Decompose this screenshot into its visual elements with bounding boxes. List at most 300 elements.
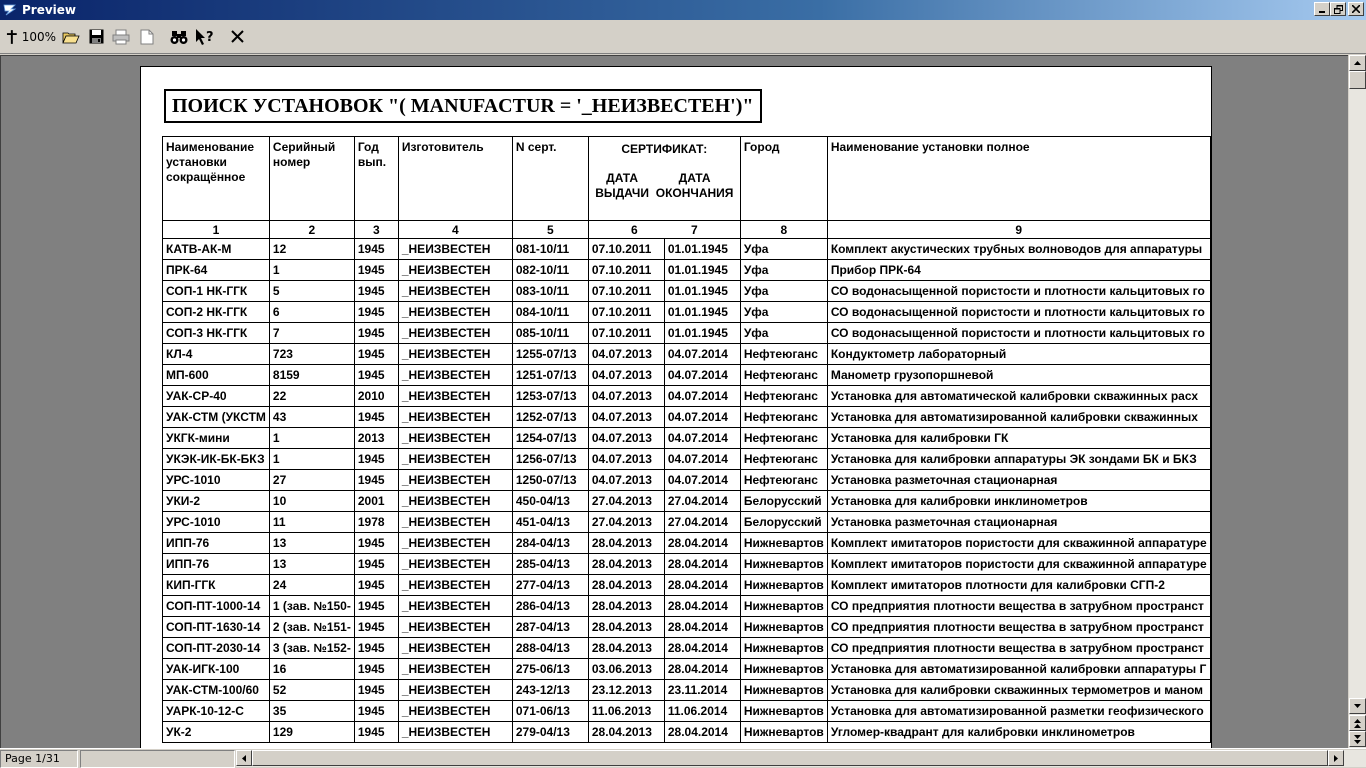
zoom-button[interactable] bbox=[4, 25, 56, 49]
cell-serial: 1 bbox=[269, 260, 354, 281]
table-row bbox=[163, 428, 1211, 449]
cell-city: Уфа bbox=[740, 281, 827, 302]
cell-name-short: УКИ-2 bbox=[163, 491, 270, 512]
cell-issue-date: 28.04.2013 bbox=[588, 596, 664, 617]
cell-cert-no: 1254-07/13 bbox=[512, 428, 588, 449]
cell-serial: 10 bbox=[269, 491, 354, 512]
cell-end-date: 28.04.2014 bbox=[664, 659, 740, 680]
cell-end-date: 23.11.2014 bbox=[664, 680, 740, 701]
cell-year: 1945 bbox=[354, 659, 398, 680]
header-manufacturer: Изготовитель bbox=[398, 137, 512, 221]
cell-manufacturer: _НЕИЗВЕСТЕН bbox=[398, 386, 512, 407]
cell-cert-no: 084-10/11 bbox=[512, 302, 588, 323]
cell-issue-date: 28.04.2013 bbox=[588, 638, 664, 659]
report-page bbox=[140, 66, 1212, 748]
cell-city: Белорусский bbox=[740, 512, 827, 533]
cell-name-short: КИП-ГГК bbox=[163, 575, 270, 596]
cell-manufacturer: _НЕИЗВЕСТЕН bbox=[398, 470, 512, 491]
cell-issue-date: 04.07.2013 bbox=[588, 449, 664, 470]
cell-end-date: 01.01.1945 bbox=[664, 260, 740, 281]
cell-manufacturer: _НЕИЗВЕСТЕН bbox=[398, 302, 512, 323]
cell-serial: 1 bbox=[269, 428, 354, 449]
cell-name-full: Комплект имитаторов пористости для скважинной аппаратуре bbox=[827, 533, 1210, 554]
help-cursor-icon bbox=[195, 28, 215, 46]
table-row bbox=[163, 470, 1211, 491]
table-row bbox=[163, 407, 1211, 428]
cell-year: 1945 bbox=[354, 239, 398, 260]
cell-manufacturer: _НЕИЗВЕСТЕН bbox=[398, 344, 512, 365]
cell-city: Нефтеюганс bbox=[740, 407, 827, 428]
cell-name-short: УАРК-10-12-С bbox=[163, 701, 270, 722]
cell-cert-no: 071-06/13 bbox=[512, 701, 588, 722]
cell-name-short: ИПП-76 bbox=[163, 533, 270, 554]
cell-name-full: Установка для автоматизированной разметки геофизического bbox=[827, 701, 1210, 722]
cell-name-full: Установка разметочная стационарная bbox=[827, 470, 1210, 491]
cell-manufacturer: _НЕИЗВЕСТЕН bbox=[398, 323, 512, 344]
cell-city: Белорусский bbox=[740, 491, 827, 512]
cell-name-full: Кондуктометр лабораторный bbox=[827, 344, 1210, 365]
cell-cert-no: 1255-07/13 bbox=[512, 344, 588, 365]
cell-manufacturer: _НЕИЗВЕСТЕН bbox=[398, 491, 512, 512]
cell-issue-date: 11.06.2013 bbox=[588, 701, 664, 722]
table-row bbox=[163, 554, 1211, 575]
header-certificate bbox=[588, 137, 740, 221]
cell-issue-date: 04.07.2013 bbox=[588, 470, 664, 491]
cell-name-short: СОП-ПТ-1000-14 bbox=[163, 596, 270, 617]
column-number-pair bbox=[588, 221, 740, 239]
report-title: ПОИСК УСТАНОВОК "( MANUFACTUR = '_НЕИЗВЕСТЕН')" bbox=[164, 89, 762, 123]
cell-name-full: Комплект акустических трубных волноводов для аппаратуры bbox=[827, 239, 1210, 260]
cell-year: 1945 bbox=[354, 281, 398, 302]
restore-icon bbox=[1334, 5, 1343, 14]
window-title: Preview bbox=[22, 3, 77, 17]
cell-end-date: 04.07.2014 bbox=[664, 449, 740, 470]
cell-name-full: СО предприятия плотности вещества в затрубном пространст bbox=[827, 617, 1210, 638]
cell-manufacturer: _НЕИЗВЕСТЕН bbox=[398, 407, 512, 428]
cell-issue-date: 04.07.2013 bbox=[588, 407, 664, 428]
table-row bbox=[163, 239, 1211, 260]
cell-name-full: Угломер-квадрант для калибровки инклинометров bbox=[827, 722, 1210, 743]
cell-cert-no: 275-06/13 bbox=[512, 659, 588, 680]
table-row bbox=[163, 365, 1211, 386]
cell-issue-date: 23.12.2013 bbox=[588, 680, 664, 701]
svg-text:?: ? bbox=[206, 29, 214, 45]
cell-year: 2010 bbox=[354, 386, 398, 407]
cell-issue-date: 27.04.2013 bbox=[588, 491, 664, 512]
column-number: 3 bbox=[354, 221, 398, 239]
cell-name-short: УК-2 bbox=[163, 722, 270, 743]
scroll-right-button[interactable] bbox=[1328, 750, 1344, 766]
cell-name-full: Установка для автоматизированной калибровки аппаратуры Г bbox=[827, 659, 1210, 680]
report-table bbox=[162, 136, 1211, 743]
cell-cert-no: 450-04/13 bbox=[512, 491, 588, 512]
cell-year: 1945 bbox=[354, 344, 398, 365]
cell-city: Нижневартов bbox=[740, 638, 827, 659]
cell-manufacturer: _НЕИЗВЕСТЕН bbox=[398, 659, 512, 680]
zoom-level: 100% bbox=[21, 29, 56, 44]
cell-name-short: УАК-СТМ-100/60 bbox=[163, 680, 270, 701]
page-indicator: Page 1/31 bbox=[0, 750, 78, 768]
horizontal-scroll-thumb[interactable] bbox=[252, 750, 1328, 766]
cell-issue-date: 04.07.2013 bbox=[588, 365, 664, 386]
restore-button[interactable] bbox=[1330, 2, 1346, 16]
table-row bbox=[163, 449, 1211, 470]
cell-city: Уфа bbox=[740, 323, 827, 344]
cell-end-date: 28.04.2014 bbox=[664, 596, 740, 617]
scroll-up-button[interactable] bbox=[1349, 55, 1366, 71]
cell-name-short: УАК-ИГК-100 bbox=[163, 659, 270, 680]
cell-end-date: 04.07.2014 bbox=[664, 428, 740, 449]
cell-year: 1945 bbox=[354, 260, 398, 281]
column-number: 7 bbox=[691, 222, 698, 237]
cell-serial: 7 bbox=[269, 323, 354, 344]
cell-manufacturer: _НЕИЗВЕСТЕН bbox=[398, 680, 512, 701]
cell-manufacturer: _НЕИЗВЕСТЕН bbox=[398, 617, 512, 638]
table-row bbox=[163, 701, 1211, 722]
cell-name-short: СОП-2 НК-ГГК bbox=[163, 302, 270, 323]
cell-serial: 27 bbox=[269, 470, 354, 491]
cell-issue-date: 28.04.2013 bbox=[588, 575, 664, 596]
column-number: 1 bbox=[163, 221, 270, 239]
cell-name-short: МП-600 bbox=[163, 365, 270, 386]
cell-name-short: УКГК-мини bbox=[163, 428, 270, 449]
cell-end-date: 28.04.2014 bbox=[664, 533, 740, 554]
cell-name-full: Установка для калибровки скважинных термометров и маном bbox=[827, 680, 1210, 701]
cell-end-date: 01.01.1945 bbox=[664, 239, 740, 260]
cell-issue-date: 03.06.2013 bbox=[588, 659, 664, 680]
table-row bbox=[163, 596, 1211, 617]
cell-name-full: Установка для калибровки аппаратуры ЭК зондами БК и БКЗ bbox=[827, 449, 1210, 470]
column-number: 2 bbox=[269, 221, 354, 239]
cell-name-short: СОП-3 НК-ГГК bbox=[163, 323, 270, 344]
cell-end-date: 04.07.2014 bbox=[664, 344, 740, 365]
double-arrow-down-icon bbox=[1354, 735, 1361, 744]
printer-icon bbox=[112, 29, 130, 45]
cell-year: 1945 bbox=[354, 701, 398, 722]
cell-year: 2001 bbox=[354, 491, 398, 512]
cell-end-date: 28.04.2014 bbox=[664, 722, 740, 743]
cell-end-date: 01.01.1945 bbox=[664, 302, 740, 323]
cell-year: 1945 bbox=[354, 596, 398, 617]
vertical-scrollbar[interactable] bbox=[1348, 55, 1366, 748]
cell-serial: 1 (зав. №150- bbox=[269, 596, 354, 617]
cell-city: Нефтеюганс bbox=[740, 344, 827, 365]
cell-end-date: 04.07.2014 bbox=[664, 365, 740, 386]
cell-manufacturer: _НЕИЗВЕСТЕН bbox=[398, 260, 512, 281]
cell-end-date: 01.01.1945 bbox=[664, 323, 740, 344]
page-down-button[interactable] bbox=[1349, 731, 1366, 747]
cell-end-date: 28.04.2014 bbox=[664, 575, 740, 596]
cell-manufacturer: _НЕИЗВЕСТЕН bbox=[398, 722, 512, 743]
cell-cert-no: 277-04/13 bbox=[512, 575, 588, 596]
cell-issue-date: 07.10.2011 bbox=[588, 302, 664, 323]
cell-manufacturer: _НЕИЗВЕСТЕН bbox=[398, 365, 512, 386]
cell-issue-date: 07.10.2011 bbox=[588, 281, 664, 302]
cell-serial: 12 bbox=[269, 239, 354, 260]
arrow-right-icon bbox=[1334, 755, 1338, 762]
double-arrow-up-icon bbox=[1354, 719, 1361, 728]
header-serial: Серийный номер bbox=[269, 137, 354, 221]
cell-serial: 24 bbox=[269, 575, 354, 596]
cell-manufacturer: _НЕИЗВЕСТЕН bbox=[398, 512, 512, 533]
cell-name-short: УРС-1010 bbox=[163, 512, 270, 533]
cell-cert-no: 081-10/11 bbox=[512, 239, 588, 260]
table-row bbox=[163, 638, 1211, 659]
cell-serial: 43 bbox=[269, 407, 354, 428]
binoculars-icon bbox=[170, 29, 188, 45]
scroll-down-button[interactable] bbox=[1349, 698, 1366, 714]
app-icon bbox=[2, 2, 18, 18]
cell-name-short: УКЭК-ИК-БК-БКЗ bbox=[163, 449, 270, 470]
column-number: 5 bbox=[512, 221, 588, 239]
cell-year: 1945 bbox=[354, 407, 398, 428]
cell-end-date: 28.04.2014 bbox=[664, 638, 740, 659]
cell-year: 2013 bbox=[354, 428, 398, 449]
status-pane bbox=[80, 750, 235, 768]
cell-year: 1945 bbox=[354, 638, 398, 659]
cell-name-full: Установка для калибровки инклинометров bbox=[827, 491, 1210, 512]
blank-page-icon bbox=[140, 29, 154, 45]
table-row bbox=[163, 680, 1211, 701]
cell-year: 1978 bbox=[354, 512, 398, 533]
cell-city: Нижневартов bbox=[740, 575, 827, 596]
cell-end-date: 04.07.2014 bbox=[664, 407, 740, 428]
toolbar bbox=[0, 20, 1366, 54]
save-button[interactable] bbox=[86, 25, 106, 49]
cell-serial: 8159 bbox=[269, 365, 354, 386]
column-number: 8 bbox=[740, 221, 827, 239]
cell-cert-no: 287-04/13 bbox=[512, 617, 588, 638]
table-row bbox=[163, 281, 1211, 302]
cell-serial: 22 bbox=[269, 386, 354, 407]
cell-city: Нижневартов bbox=[740, 617, 827, 638]
cell-name-short: УАК-СР-40 bbox=[163, 386, 270, 407]
cell-manufacturer: _НЕИЗВЕСТЕН bbox=[398, 638, 512, 659]
header-name-short: Наименование установки сокращённое bbox=[163, 137, 270, 221]
cell-manufacturer: _НЕИЗВЕСТЕН bbox=[398, 428, 512, 449]
cell-city: Уфа bbox=[740, 302, 827, 323]
cell-name-full: Комплект имитаторов пористости для скважинной аппаратуре bbox=[827, 554, 1210, 575]
table-row bbox=[163, 533, 1211, 554]
cell-serial: 3 (зав. №152- bbox=[269, 638, 354, 659]
cell-name-short: КЛ-4 bbox=[163, 344, 270, 365]
cell-serial: 2 (зав. №151- bbox=[269, 617, 354, 638]
cell-cert-no: 285-04/13 bbox=[512, 554, 588, 575]
column-number: 4 bbox=[398, 221, 512, 239]
arrow-down-icon bbox=[1354, 704, 1361, 708]
cell-cert-no: 083-10/11 bbox=[512, 281, 588, 302]
cell-cert-no: 1251-07/13 bbox=[512, 365, 588, 386]
cell-name-short: КАТВ-АК-М bbox=[163, 239, 270, 260]
cell-city: Уфа bbox=[740, 239, 827, 260]
close-button[interactable] bbox=[1348, 2, 1364, 16]
cell-city: Нефтеюганс bbox=[740, 386, 827, 407]
cell-name-full: Установка разметочная стационарная bbox=[827, 512, 1210, 533]
cell-city: Уфа bbox=[740, 260, 827, 281]
cell-name-short: ПРК-64 bbox=[163, 260, 270, 281]
cell-serial: 1 bbox=[269, 449, 354, 470]
cell-manufacturer: _НЕИЗВЕСТЕН bbox=[398, 449, 512, 470]
cell-manufacturer: _НЕИЗВЕСТЕН bbox=[398, 533, 512, 554]
page-setup-button[interactable] bbox=[136, 25, 158, 49]
header-cert-no: N серт. bbox=[512, 137, 588, 221]
cell-serial: 129 bbox=[269, 722, 354, 743]
table-row bbox=[163, 617, 1211, 638]
cell-year: 1945 bbox=[354, 533, 398, 554]
page-up-button[interactable] bbox=[1349, 715, 1366, 731]
cell-name-short: СОП-ПТ-1630-14 bbox=[163, 617, 270, 638]
cell-manufacturer: _НЕИЗВЕСТЕН bbox=[398, 239, 512, 260]
cell-end-date: 04.07.2014 bbox=[664, 470, 740, 491]
cell-name-short: СОП-ПТ-2030-14 bbox=[163, 638, 270, 659]
cell-issue-date: 28.04.2013 bbox=[588, 533, 664, 554]
cell-cert-no: 1250-07/13 bbox=[512, 470, 588, 491]
cell-year: 1945 bbox=[354, 575, 398, 596]
cell-year: 1945 bbox=[354, 680, 398, 701]
cell-name-full: Прибор ПРК-64 bbox=[827, 260, 1210, 281]
table-row bbox=[163, 491, 1211, 512]
minimize-button[interactable] bbox=[1314, 2, 1330, 16]
cell-city: Нижневартов bbox=[740, 596, 827, 617]
cell-serial: 13 bbox=[269, 533, 354, 554]
cell-city: Нефтеюганс bbox=[740, 470, 827, 491]
cell-city: Нефтеюганс bbox=[740, 428, 827, 449]
column-number-row bbox=[163, 221, 1211, 239]
cell-city: Нижневартов bbox=[740, 680, 827, 701]
cell-serial: 11 bbox=[269, 512, 354, 533]
cell-city: Нижневартов bbox=[740, 722, 827, 743]
cell-end-date: 11.06.2014 bbox=[664, 701, 740, 722]
cell-manufacturer: _НЕИЗВЕСТЕН bbox=[398, 701, 512, 722]
cell-cert-no: 243-12/13 bbox=[512, 680, 588, 701]
cell-serial: 723 bbox=[269, 344, 354, 365]
header-city: Город bbox=[740, 137, 827, 221]
open-folder-icon bbox=[62, 29, 80, 45]
table-row bbox=[163, 386, 1211, 407]
table-row bbox=[163, 344, 1211, 365]
scroll-left-button[interactable] bbox=[236, 750, 252, 766]
cell-name-full: Установка для калибровки ГК bbox=[827, 428, 1210, 449]
cell-year: 1945 bbox=[354, 449, 398, 470]
table-row bbox=[163, 323, 1211, 344]
cell-end-date: 27.04.2014 bbox=[664, 491, 740, 512]
cell-city: Нижневартов bbox=[740, 554, 827, 575]
cell-name-full: СО предприятия плотности вещества в затрубном пространст bbox=[827, 596, 1210, 617]
cell-city: Нижневартов bbox=[740, 533, 827, 554]
table-row bbox=[163, 575, 1211, 596]
column-number: 9 bbox=[827, 221, 1210, 239]
close-x-icon bbox=[231, 30, 244, 43]
header-row bbox=[163, 137, 1211, 221]
header-name-full: Наименование установки полное bbox=[827, 137, 1210, 221]
help-button[interactable] bbox=[194, 25, 216, 49]
cell-year: 1945 bbox=[354, 554, 398, 575]
cell-issue-date: 07.10.2011 bbox=[588, 239, 664, 260]
cell-issue-date: 04.07.2013 bbox=[588, 428, 664, 449]
cell-year: 1945 bbox=[354, 365, 398, 386]
cell-year: 1945 bbox=[354, 323, 398, 344]
cell-name-full: Установка для автоматизированной калибровки скважинных bbox=[827, 407, 1210, 428]
cell-name-full: СО водонасыщенной пористости и плотности кальцитовых го bbox=[827, 323, 1210, 344]
cell-serial: 16 bbox=[269, 659, 354, 680]
cell-name-full: Комплект имитаторов плотности для калибровки СГП-2 bbox=[827, 575, 1210, 596]
cell-cert-no: 082-10/11 bbox=[512, 260, 588, 281]
cell-serial: 52 bbox=[269, 680, 354, 701]
print-button[interactable] bbox=[110, 25, 132, 49]
cell-city: Нижневартов bbox=[740, 701, 827, 722]
scroll-thumb[interactable] bbox=[1349, 71, 1366, 89]
cell-serial: 5 bbox=[269, 281, 354, 302]
cell-end-date: 28.04.2014 bbox=[664, 617, 740, 638]
preview-area[interactable] bbox=[0, 55, 1348, 748]
cell-end-date: 04.07.2014 bbox=[664, 386, 740, 407]
cell-cert-no: 1252-07/13 bbox=[512, 407, 588, 428]
cell-name-full: СО водонасыщенной пористости и плотности кальцитовых го bbox=[827, 302, 1210, 323]
arrow-left-icon bbox=[242, 755, 246, 762]
cell-year: 1945 bbox=[354, 470, 398, 491]
cell-manufacturer: _НЕИЗВЕСТЕН bbox=[398, 554, 512, 575]
header-issue-date: ДАТА ВЫДАЧИ bbox=[595, 171, 649, 200]
cell-end-date: 01.01.1945 bbox=[664, 281, 740, 302]
close-icon bbox=[1352, 5, 1360, 13]
cell-cert-no: 451-04/13 bbox=[512, 512, 588, 533]
cell-name-full: СО водонасыщенной пористости и плотности кальцитовых го bbox=[827, 281, 1210, 302]
cell-cert-no: 279-04/13 bbox=[512, 722, 588, 743]
table-row bbox=[163, 512, 1211, 533]
close-preview-button[interactable] bbox=[226, 25, 248, 49]
minimize-icon bbox=[1318, 5, 1326, 13]
cell-city: Нефтеюганс bbox=[740, 365, 827, 386]
table-row bbox=[163, 722, 1211, 743]
cell-issue-date: 04.07.2013 bbox=[588, 344, 664, 365]
cell-issue-date: 27.04.2013 bbox=[588, 512, 664, 533]
horizontal-scrollbar[interactable] bbox=[236, 750, 1366, 767]
cell-name-full: СО предприятия плотности вещества в затрубном пространст bbox=[827, 638, 1210, 659]
cell-manufacturer: _НЕИЗВЕСТЕН bbox=[398, 281, 512, 302]
cell-manufacturer: _НЕИЗВЕСТЕН bbox=[398, 575, 512, 596]
open-button[interactable] bbox=[60, 25, 82, 49]
cell-cert-no: 288-04/13 bbox=[512, 638, 588, 659]
cell-end-date: 28.04.2014 bbox=[664, 554, 740, 575]
cell-name-short: СОП-1 НК-ГГК bbox=[163, 281, 270, 302]
cell-city: Нижневартов bbox=[740, 659, 827, 680]
save-icon bbox=[89, 29, 104, 44]
cell-issue-date: 28.04.2013 bbox=[588, 554, 664, 575]
header-year: Год вып. bbox=[354, 137, 398, 221]
title-bar bbox=[0, 0, 1366, 20]
cell-year: 1945 bbox=[354, 722, 398, 743]
cell-serial: 13 bbox=[269, 554, 354, 575]
cell-serial: 35 bbox=[269, 701, 354, 722]
cell-name-full: Установка для автоматической калибровки скважинных расх bbox=[827, 386, 1210, 407]
cell-issue-date: 28.04.2013 bbox=[588, 617, 664, 638]
table-row bbox=[163, 260, 1211, 281]
cell-issue-date: 04.07.2013 bbox=[588, 386, 664, 407]
table-row bbox=[163, 302, 1211, 323]
table-row bbox=[163, 659, 1211, 680]
column-number: 6 bbox=[631, 222, 638, 237]
cell-cert-no: 085-10/11 bbox=[512, 323, 588, 344]
cell-cert-no: 1253-07/13 bbox=[512, 386, 588, 407]
cell-city: Нефтеюганс bbox=[740, 449, 827, 470]
cell-name-full: Манометр грузопоршневой bbox=[827, 365, 1210, 386]
cell-cert-no: 286-04/13 bbox=[512, 596, 588, 617]
header-certificate-label: СЕРТИФИКАТ: bbox=[621, 142, 708, 156]
cell-cert-no: 1256-07/13 bbox=[512, 449, 588, 470]
cell-end-date: 27.04.2014 bbox=[664, 512, 740, 533]
arrow-up-icon bbox=[1354, 61, 1361, 65]
find-button[interactable] bbox=[168, 25, 190, 49]
